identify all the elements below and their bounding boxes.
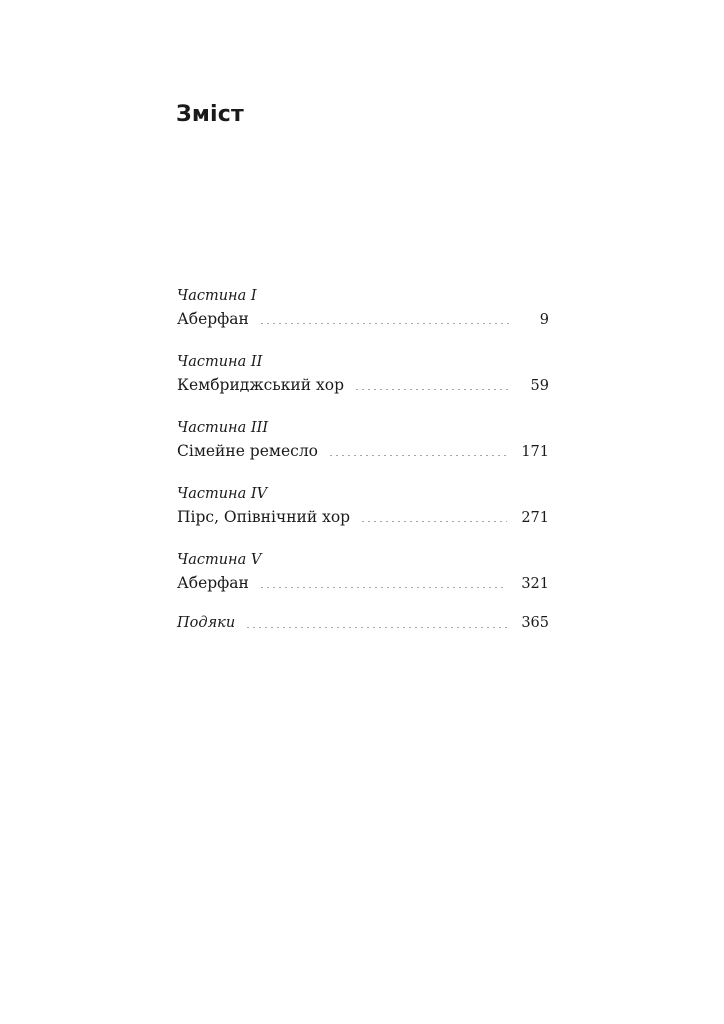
toc-part [177, 484, 549, 550]
toc-entry [177, 306, 549, 332]
page-number: 365 [521, 615, 549, 631]
entry-title: Аберфан [177, 310, 249, 328]
dot-leader [328, 455, 507, 456]
toc-entry [177, 570, 549, 596]
toc-part [177, 550, 549, 616]
toc-entry [177, 438, 549, 464]
entry-title: Сімейне ремесло [177, 442, 318, 460]
dot-leader [259, 587, 507, 588]
page-number: 171 [521, 444, 549, 460]
toc-entry [177, 372, 549, 398]
entry-title: Подяки [177, 615, 236, 631]
page-number: 321 [521, 576, 549, 592]
toc-acknowledgements [177, 610, 549, 636]
part-label: Частина II [177, 354, 263, 370]
dot-leader [259, 323, 511, 324]
page-title: Зміст [176, 102, 244, 127]
toc-entry [177, 504, 549, 530]
page-number: 9 [539, 312, 549, 328]
toc-part [177, 418, 549, 484]
part-label: Частина IV [177, 486, 268, 502]
toc-part [177, 286, 549, 352]
entry-title: Пірс, Опівнічний хор [177, 508, 351, 526]
toc-entry [177, 610, 549, 636]
dot-leader [354, 389, 511, 390]
table-of-contents [177, 286, 549, 636]
dot-leader [245, 627, 507, 628]
dot-leader [360, 521, 507, 522]
page-number: 271 [521, 510, 549, 526]
page-number: 59 [530, 378, 549, 394]
part-label: Частина I [177, 288, 257, 304]
toc-part [177, 352, 549, 418]
entry-title: Аберфан [177, 574, 249, 592]
part-label: Частина III [177, 420, 269, 436]
part-label: Частина V [177, 552, 262, 568]
entry-title: Кембриджський хор [177, 376, 345, 394]
